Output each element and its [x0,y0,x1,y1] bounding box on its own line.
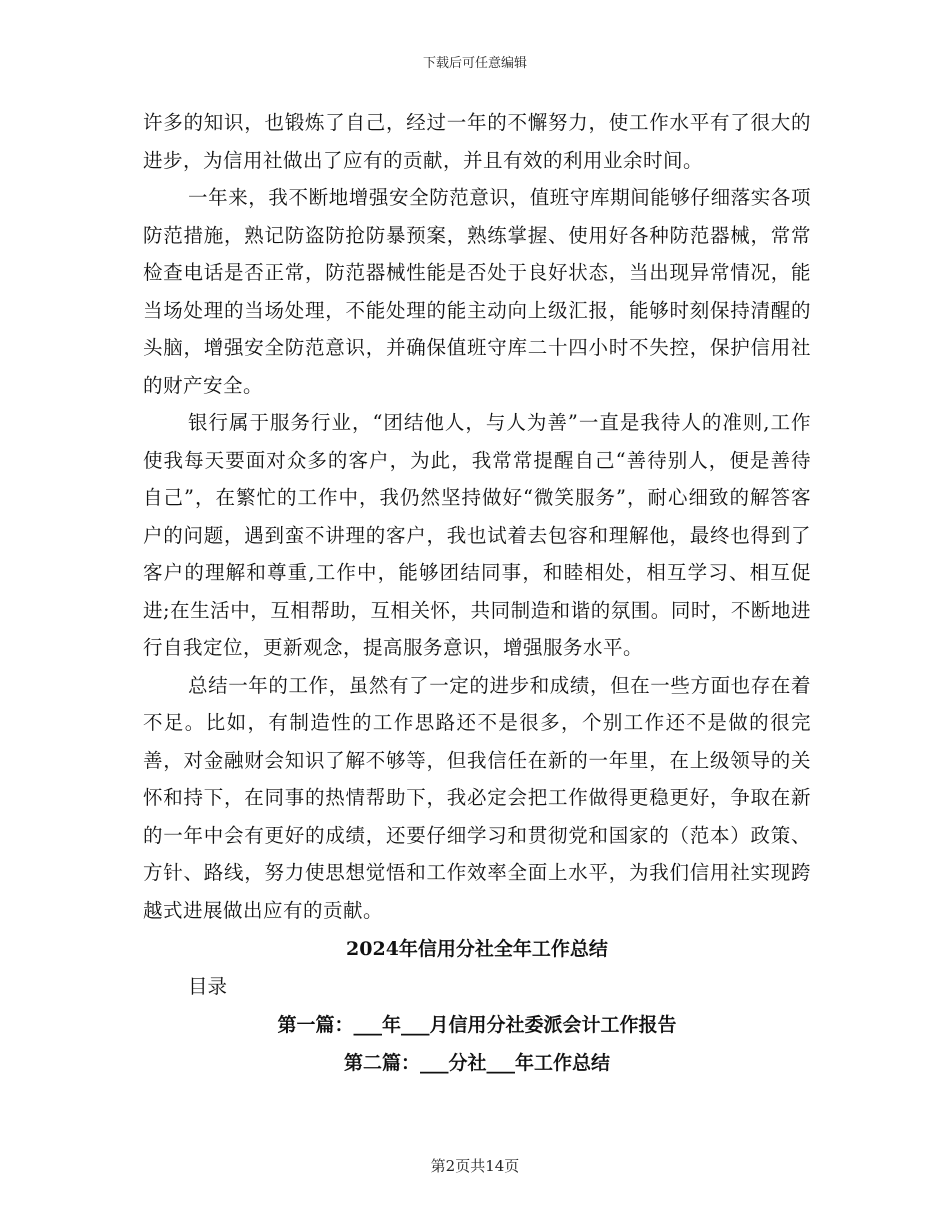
paragraph-summary: 总结一年的工作，虽然有了一定的进步和成绩，但在一些方面也存在着不足。比如，有制造性的工作思路还不是很多，个别工作还不是做的很完善，对金融财会知识了解不够等，但我信任在新的一年里，在上级领导的关怀和持下，在同事的热情帮助下，我必定会把工作做得更稳更好，争取在新的一年中会有更好的成绩，还要仔细学习和贯彻党和国家的（范本）政策、方针、路线，努力使思想觉悟和工作效率全面上水平，为我们信用社实现跨越式进展做出应有的贡献。 [143,673,811,922]
paragraph-service: 银行属于服务行业，“团结他人，与人为善”一直是我待人的准则,工作使我每天要面对众多的客户，为此，我常常提醒自己“善待别人，便是善待自己”，在繁忙的工作中，我仍然坚持做好“微笑服务”，耐心细致的解答客户的问题，遇到蛮不讲理的客户，我也试着去包容和理解他，最终也得到了客户的理解和尊重,工作中，能够团结同事，和睦相处，相互学习、相互促进;在生活中，互相帮助，互相关怀，共同制造和谐的氛围。同时，不断地进行自我定位，更新观念，提高服务意识，增强服务水平。 [143,411,811,659]
document-body [143,104,811,1082]
toc-item-2: 第二篇：___分社___年工作总结 [343,1052,610,1074]
toc-label: 目录 [188,975,228,998]
paragraph-continued: 许多的知识，也锻炼了自己，经过一年的不懈努力，使工作水平有了很大的进步，为信用社做出了应有的贡献，并且有效的利用业余时间。 [143,111,811,172]
section-title: 2024年信用分社全年工作总结 [346,938,608,960]
toc-item-1: 第一篇：___年___月信用分社委派会计工作报告 [277,1014,677,1036]
page-header-note: 下载后可任意编辑 [422,56,527,71]
paragraph-security: 一年来，我不断地增强安全防范意识，值班守库期间能够仔细落实各项防范措施，熟记防盗防抢防暴预案，熟练掌握、使用好各种防范器械，常常检查电话是否正常，防范器械性能是否处于良好状态，当出现异常情况，能当场处理的当场处理，不能处理的能主动向上级汇报，能够时刻保持清醒的头脑，增强安全防范意识，并确保值班守库二十四小时不失控，保护信用社的财产安全。 [143,186,811,397]
page-number-footer: 第2页共14页 [430,1157,520,1175]
